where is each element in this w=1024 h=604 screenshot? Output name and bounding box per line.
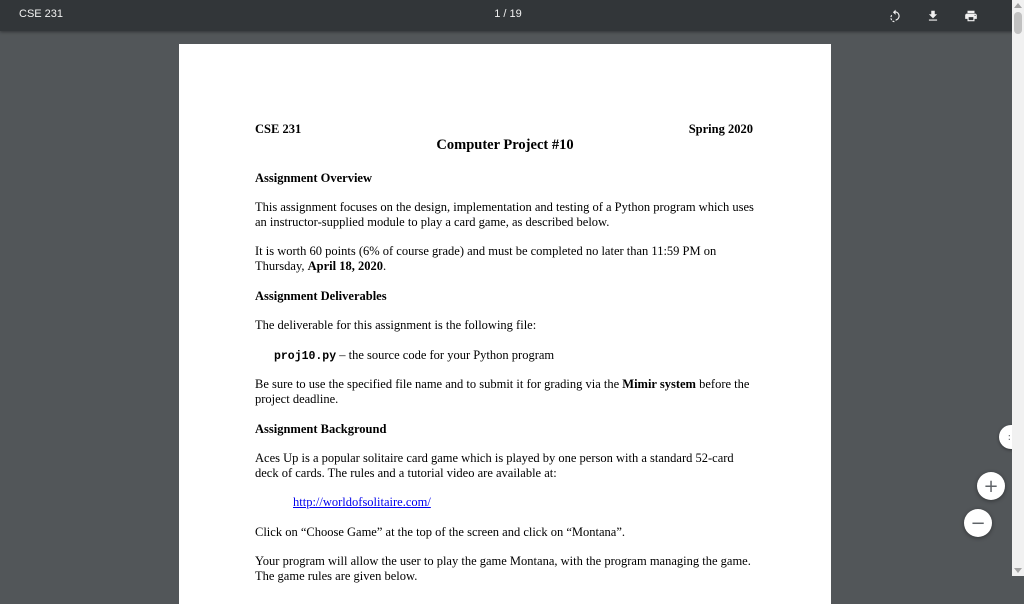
section-heading-deliverables: Assignment Deliverables [255, 289, 387, 303]
document-heading: Computer Project #10 [436, 137, 574, 153]
deliverables-paragraph-2 [255, 377, 755, 406]
deliverable-description: – the source code for your Python program [336, 348, 555, 362]
deliverable-filename: proj10.py [274, 350, 337, 363]
deliverables-paragraph-1: The deliverable for this assignment is the following file: [255, 318, 537, 332]
background-paragraph-3: Your program will allow the user to play the game Montana, with the program managing the game. The game rules are given below. [255, 554, 751, 583]
zoom-out-button[interactable] [964, 509, 992, 537]
due-date: April 18, 2020 [307, 258, 384, 273]
background-paragraph-1: Aces Up is a popular solitaire card game which is played by one person with a standard 52-card deck of cards. The rules and a tutorial video are available at: [255, 451, 734, 480]
minus-icon: − [970, 512, 986, 534]
document-title: CSE 231 [19, 8, 64, 20]
rotate-button[interactable] [884, 5, 906, 27]
deliverable-item [274, 348, 774, 365]
download-icon [926, 9, 940, 23]
mimir-system: Mimir system [622, 377, 696, 391]
background-paragraph-2: Click on “Choose Game” at the top of the screen and click on “Montana”. [255, 525, 626, 539]
page-indicator: 1 / 19 [494, 8, 522, 20]
overview-paragraph-1: This assignment focuses on the design, implementation and testing of a Python program which uses an instructor-supplied module to play a card game, as described below. [255, 200, 754, 229]
scroll-thumb[interactable] [1014, 12, 1022, 34]
solitaire-link[interactable]: http://worldofsolitaire.com/ [293, 495, 431, 509]
vertical-scrollbar[interactable] [1012, 0, 1024, 576]
download-button[interactable] [922, 5, 944, 27]
deliverables-p2-end: before the project deadline. [255, 377, 750, 406]
header-course: CSE 231 [255, 122, 302, 136]
zoom-in-button[interactable] [977, 472, 1005, 500]
overview-p2-end: . [383, 258, 387, 273]
print-icon [964, 9, 978, 23]
print-button[interactable] [960, 5, 982, 27]
pdf-toolbar [0, 0, 1024, 31]
scroll-down-arrow-icon[interactable] [1014, 568, 1022, 573]
solitaire-link-wrap [293, 495, 431, 510]
rotate-icon [888, 9, 902, 23]
header-term: Spring 2020 [688, 122, 753, 136]
plus-icon: + [983, 475, 999, 497]
scroll-up-arrow-icon[interactable] [1014, 3, 1022, 8]
overview-paragraph-2 [255, 244, 755, 273]
section-heading-overview: Assignment Overview [255, 171, 372, 185]
fit-page-button[interactable]: : [999, 425, 1013, 449]
overview-p2-text: It is worth 60 points (6% of course grade) and must be completed no later than 11:59 PM on Thursday, [255, 244, 717, 273]
section-heading-background: Assignment Background [255, 422, 387, 436]
deliverables-p2-text: Be sure to use the specified file name and to submit it for grading via the [255, 377, 623, 391]
pdf-page [179, 44, 831, 604]
